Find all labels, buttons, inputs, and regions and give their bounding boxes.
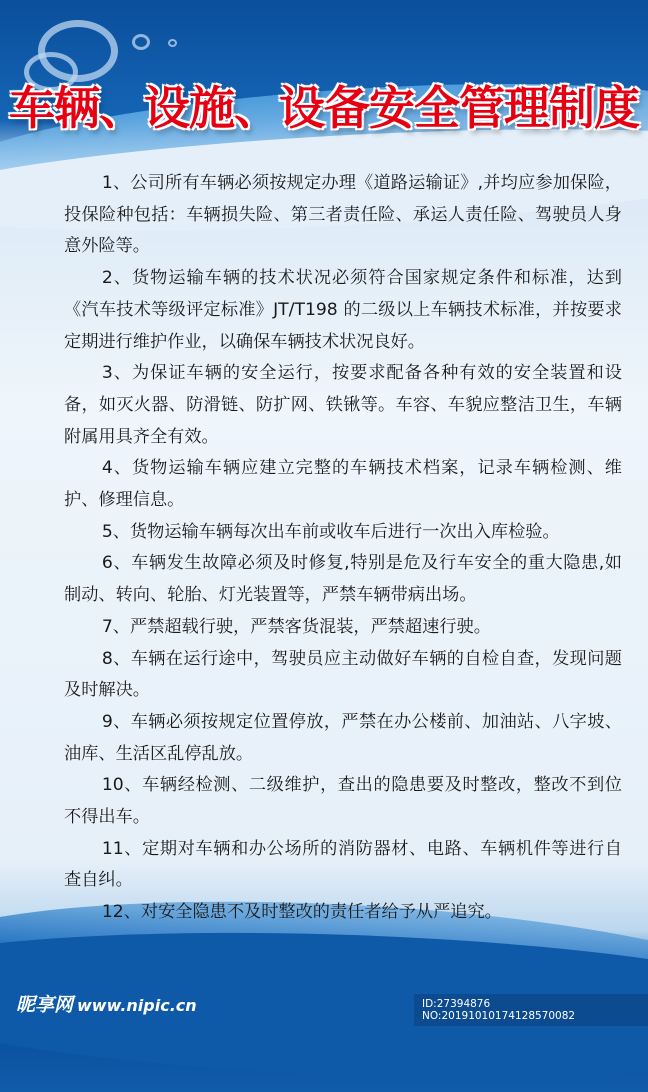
regulation-item: 12、对安全隐患不及时整改的责任者给予从严追究。 <box>101 902 502 923</box>
regulation-item: 4、货物运输车辆应建立完整的车辆技术档案，记录车辆检测、维护、修理信息。 <box>64 458 622 511</box>
watermark-logo-text: 昵享网 <box>16 994 74 1016</box>
regulation-item: 3、为保证车辆的安全运行，按要求配备各种有效的安全装置和设备，如灭火器、防滑链、防扩网、铁锹等。车容、车貌应整洁卫生，车辆附属用具齐全有效。 <box>64 363 622 447</box>
regulation-list <box>64 168 622 929</box>
regulation-item: 9、车辆必须按规定位置停放，严禁在办公楼前、加油站、八字坡、油库、生活区乱停乱放。 <box>64 711 622 764</box>
watermark-logo <box>16 990 197 1017</box>
regulation-item: 7、严禁超载行驶，严禁客货混装，严禁超速行驶。 <box>101 616 491 637</box>
regulation-item: 6、车辆发生故障必须及时修复,特别是危及行车安全的重大隐患,如制动、转向、轮胎、灯光装置等，严禁车辆带病出场。 <box>64 553 622 606</box>
ring-decoration-icon <box>168 39 177 47</box>
regulation-item: 11、定期对车辆和办公场所的消防器材、电路、车辆机件等进行自查自纠。 <box>64 838 622 891</box>
regulation-item: 10、车辆经检测、二级维护，查出的隐患要及时整改，整改不到位不得出车。 <box>64 775 622 828</box>
regulation-item: 2、货物运输车辆的技术状况必须符合国家规定条件和标准，达到《汽车技术等级评定标准》JT/T198 的二级以上车辆技术标准，并按要求定期进行维护作业，以确保车辆技术状况良好。 <box>64 268 622 352</box>
regulation-item: 1、公司所有车辆必须按规定办理《道路运输证》,并均应参加保险，投保险种包括：车辆损失险、第三者责任险、承运人责任险、驾驶员人身意外险等。 <box>64 173 622 257</box>
watermark-id: ID:27394876 NO:20191010174128570082 <box>414 994 648 1026</box>
watermark-url: www.nipic.cn <box>77 996 197 1015</box>
page-title: 车辆、设施、设备安全管理制度 <box>9 81 639 135</box>
regulation-item: 5、货物运输车辆每次出车前或收车后进行一次出入库检验。 <box>101 521 560 542</box>
regulation-item: 8、车辆在运行途中，驾驶员应主动做好车辆的自检自查，发现问题及时解决。 <box>64 648 622 701</box>
ring-decoration-icon <box>132 34 150 50</box>
